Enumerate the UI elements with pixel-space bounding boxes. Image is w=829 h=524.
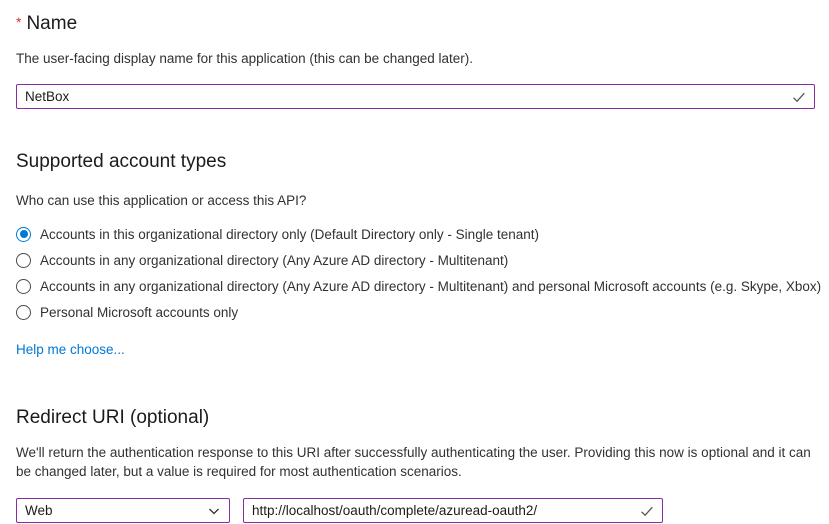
name-title-text: Name	[26, 13, 78, 34]
chevron-down-icon	[207, 504, 221, 518]
redirect-uri-description: We'll return the authentication response to this URI after successfully authenticating the user. Providing this now is optional and it can be changed later, but a value is required for most authentication scenarios.	[16, 445, 811, 479]
radio-option-label: Accounts in any organizational directory (Any Azure AD directory - Multitenant) and personal Microsoft accounts (e.g. Skype, Xbox)	[40, 278, 822, 294]
required-asterisk: *	[16, 14, 22, 30]
radio-option-multitenant-personal[interactable]	[16, 273, 822, 299]
name-description: The user-facing display name for this application (this can be changed later).	[16, 51, 473, 66]
redirect-uri-row	[16, 498, 815, 523]
account-types-radio-group	[16, 221, 822, 325]
radio-option-label: Personal Microsoft accounts only	[40, 304, 239, 320]
account-types-title: Supported account types	[16, 151, 227, 172]
radio-unselected-icon	[16, 279, 31, 294]
platform-select[interactable]	[16, 498, 230, 523]
name-input[interactable]	[16, 84, 815, 109]
name-field-wrapper	[16, 84, 815, 109]
platform-select-value: Web	[25, 503, 53, 518]
radio-option-single-tenant[interactable]	[16, 221, 815, 247]
redirect-uri-field-wrapper	[243, 498, 663, 523]
radio-option-multitenant[interactable]	[16, 247, 815, 273]
help-me-choose-link[interactable]: Help me choose...	[16, 342, 125, 357]
account-types-section	[16, 150, 822, 359]
radio-option-personal-only[interactable]	[16, 299, 815, 325]
radio-option-label: Accounts in this organizational directory only (Default Directory only - Single tenant)	[40, 226, 539, 242]
redirect-uri-title: Redirect URI (optional)	[16, 407, 210, 428]
radio-selected-icon	[16, 227, 31, 242]
name-section	[16, 10, 815, 109]
name-section-title	[16, 10, 815, 36]
radio-option-label: Accounts in any organizational directory (Any Azure AD directory - Multitenant)	[40, 252, 509, 268]
radio-unselected-icon	[16, 253, 31, 268]
redirect-uri-section	[16, 406, 815, 523]
radio-unselected-icon	[16, 305, 31, 320]
account-types-question: Who can use this application or access this API?	[16, 193, 307, 208]
redirect-uri-input[interactable]	[243, 498, 663, 523]
